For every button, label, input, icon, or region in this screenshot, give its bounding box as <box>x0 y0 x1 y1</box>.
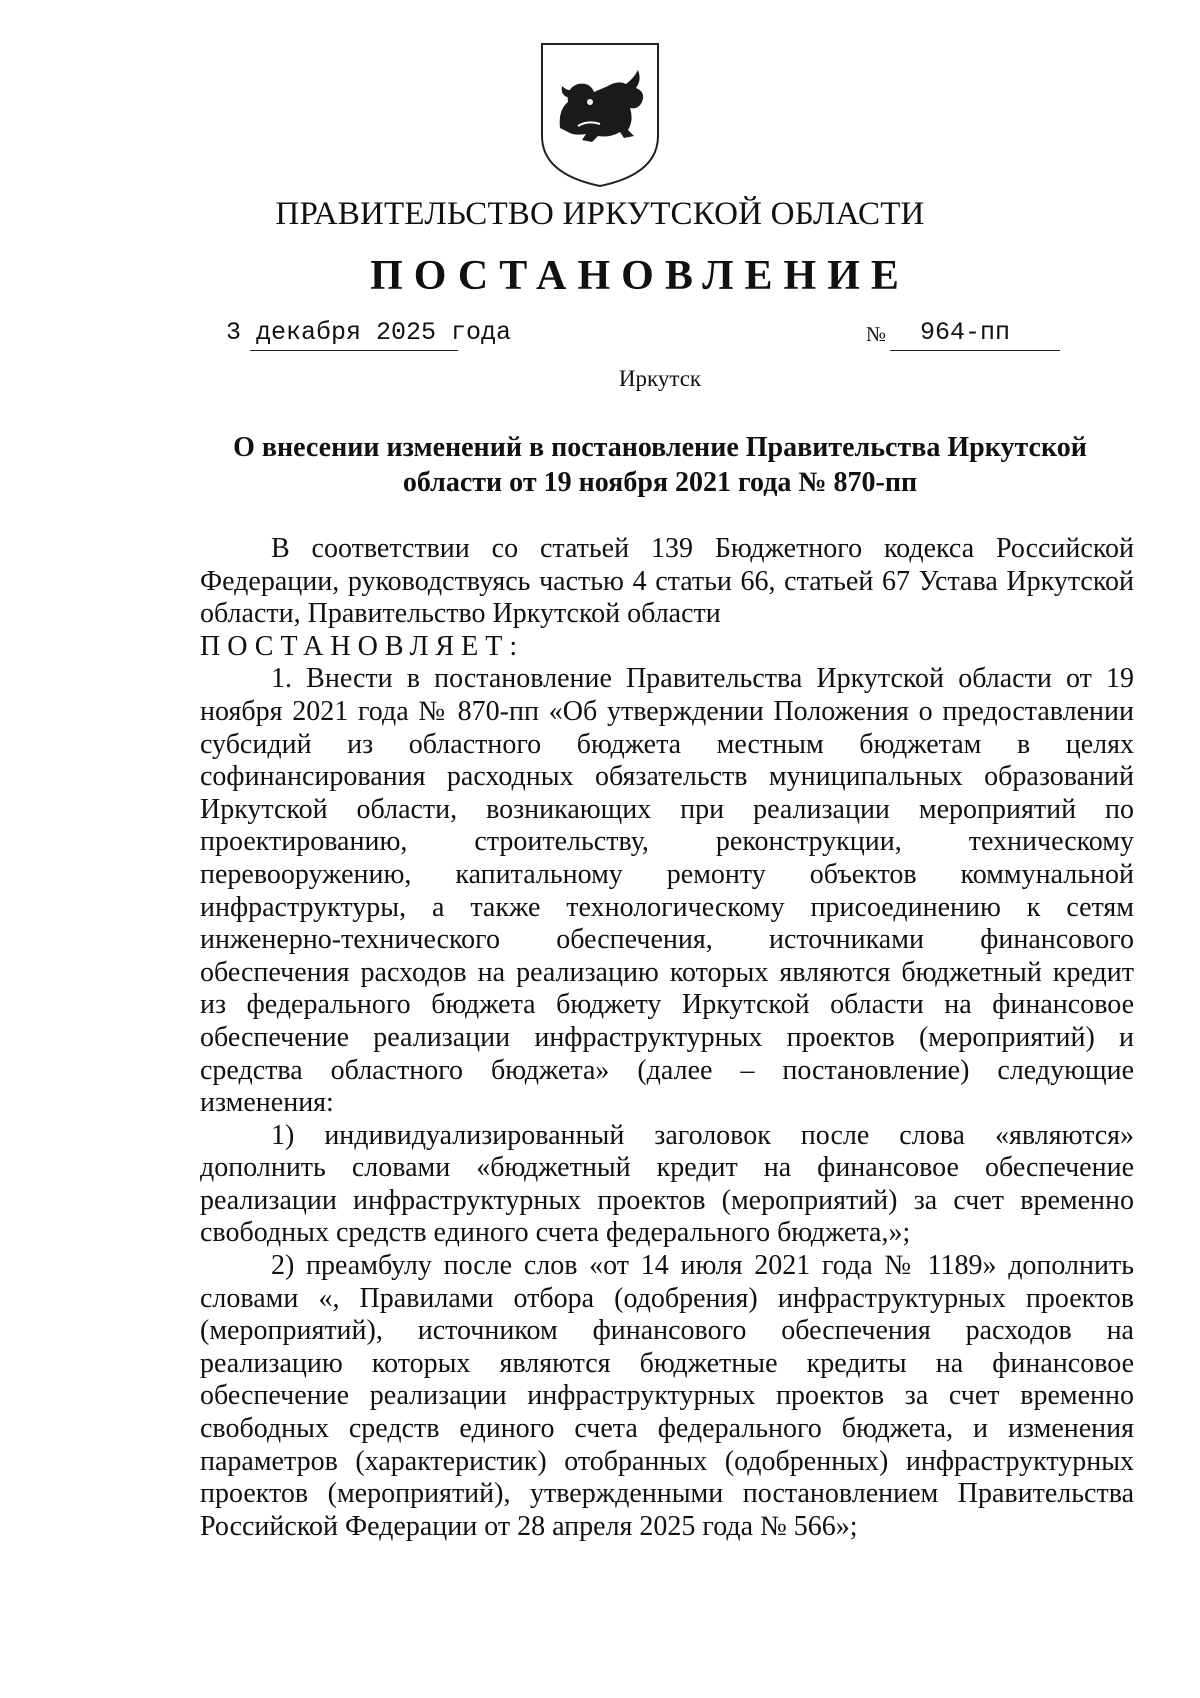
document-date: 3 декабря 2025 года <box>226 318 512 347</box>
preamble-paragraph: В соответствии со статьей 139 Бюджетного кодекса Российской Федерации, руководствуясь частью 4 статьи 66, статьей 67 Устава Иркутской области, Правительство Иркутской области <box>200 533 1134 630</box>
title-line-2: области от 19 ноября 2021 года № 870-пп <box>402 467 918 498</box>
organization-name: ПРАВИТЕЛЬСТВО ИРКУТСКОЙ ОБЛАСТИ <box>275 196 925 232</box>
document-type: ПОСТАНОВЛЕНИЕ <box>370 253 910 299</box>
document-body <box>200 533 1134 1543</box>
title-line-1: О внесении изменений в постановление Правительства Иркутской <box>233 432 1087 463</box>
resolves-heading: ПОСТАНОВЛЯЕТ: <box>200 630 525 662</box>
document-number: 964-пп <box>920 318 1011 347</box>
item-1-paragraph: 1. Внести в постановление Правительства Иркутской области от 19 ноября 2021 года № 870-пп «Об утверждении Положения о предоставлении субсидий из областного бюджета местным бюджетам в целях софинансирования расходных обязательств муниципальных образований Иркутской области, возникающих при реализации мероприятий по проектированию, строительству, реконструкции, техническому перевооружению, капитальному ремонту объектов коммунальной инфраструктуры, а также технологическому присоединению к сетям инженерно-технического обеспечения, источниками финансового обеспечения расходов на реализацию которых являются бюджетный кредит из федерального бюджета бюджету Иркутской области на финансовое обеспечение реализации инфраструктурных проектов (мероприятий) и средства областного бюджета» (далее – постановление) следующие изменения: <box>200 663 1134 1119</box>
document-title <box>200 430 1120 500</box>
coat-of-arms-emblem <box>538 40 662 190</box>
number-sign: № <box>866 322 887 346</box>
subitem-1-paragraph: 1) индивидуализированный заголовок после слова «являются» дополнить словами «бюджетный кредит на финансовое обеспечение реализации инфраструктурных проектов (мероприятий) за счет временно свободных средств единого счета федерального бюджета,»; <box>200 1119 1134 1249</box>
subitem-2-paragraph: 2) преамбулу после слов «от 14 июля 2021 года № 1189» дополнить словами «, Правилами отбора (одобрения) инфраструктурных проектов (мероприятий), источником финансового обеспечения расходов на реализацию которых являются бюджетные кредиты на финансовое обеспечение реализации инфраструктурных проектов за счет временно свободных средств единого счета федерального бюджета, и изменения параметров (характеристик) отобранных (одобренных) инфраструктурных проектов (мероприятий), утвержденными постановлением Правительства Российской Федерации от 28 апреля 2025 года № 566»; <box>200 1250 1134 1542</box>
city: Иркутск <box>618 366 702 391</box>
number-underline <box>890 350 1060 351</box>
date-underline <box>250 350 458 351</box>
